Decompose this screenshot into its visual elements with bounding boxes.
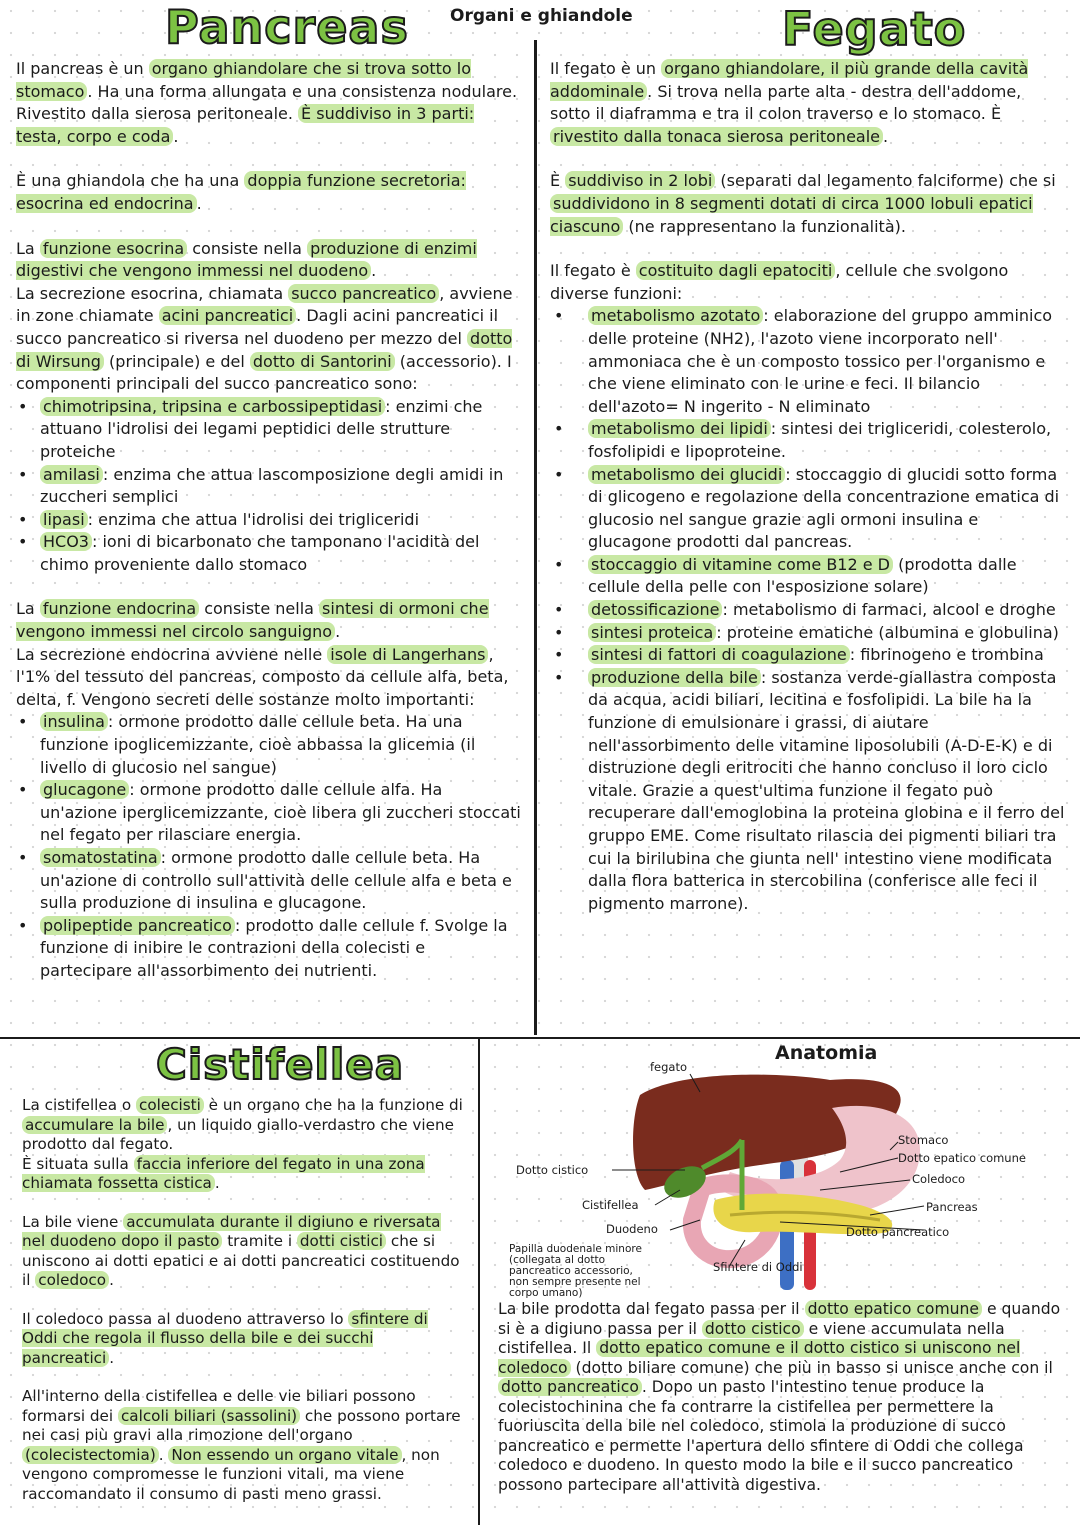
cistifellea-p4: All'interno della cistifellea e delle vie biliari possono formarsi dei calcoli biliari (sassolini) che possono portare nei casi più gravi alla rimozione dell'organo (colecistectomia) . Non essendo un organo vitale , non vengono compromesse le funzioni vitali, ma viene raccomandato il consumo di pasti meno grassi. bbox=[22, 1387, 461, 1503]
anatomia-text bbox=[498, 1300, 1063, 1495]
label-papilla bbox=[509, 1244, 642, 1299]
papilla-line: pancreatico accessorio, bbox=[509, 1265, 633, 1277]
list-item: • insulina : ormone prodotto dalle cellule beta. Ha una funzione ipoglicemizzante, cioè abbassa la glicemia (il livello di glucosio nel sangue) bbox=[16, 711, 521, 779]
pancreas-exo: La funzione esocrina consiste nella produzione di enzimi digestivi che vengono immessi nel duodeno . La secrezione esocrina, chiamata succo pancreatico , avviene in zone chiamate acini pancreatici . Dagli acini pancreatici il succo pancreatico si riversa nel duodeno per mezzo del dotto di Wirsung (principale) e del dotto di Santorini (accessorio). I componenti principali del succo pancreatico sono: bbox=[16, 238, 513, 394]
section-divider bbox=[0, 1037, 1080, 1039]
cistifellea-p3: Il coledoco passa al duodeno attraverso lo sfintere di Oddi che regola il flusso della bile e dei succhi pancreatici . bbox=[22, 1309, 428, 1367]
label-duodeno: Duodeno bbox=[606, 1222, 658, 1236]
label-dotto-epatico: Dotto epatico comune bbox=[898, 1151, 1026, 1165]
papilla-line: (collegata al dotto bbox=[509, 1254, 606, 1266]
pancreas-title: Pancreas bbox=[165, 0, 409, 54]
label-cistifellea: Cistifellea bbox=[582, 1198, 639, 1212]
label-stomaco: Stomaco bbox=[898, 1133, 949, 1147]
label-pancreas: Pancreas bbox=[926, 1200, 978, 1214]
page-title: Organi e ghiandole bbox=[450, 6, 633, 26]
fegato-list bbox=[550, 305, 1065, 915]
papilla-line: non sempre presente nel bbox=[509, 1276, 641, 1288]
papilla-line: corpo umano) bbox=[509, 1287, 583, 1299]
pancreas-intro: Il pancreas è un organo ghiandolare che si trova sotto lo stomaco . Ha una forma allungata e una consistenza nodulare. Rivestito dalla sierosa peritoneale. È suddiviso in 3 parti: testa, corpo e coda . bbox=[16, 59, 518, 146]
list-item: • metabolismo azotato : elaborazione del gruppo amminico delle proteine (NH2), l'azoto viene incorporato nell' ammoniaca che è un composto tossico per l'organismo e che viene eliminato con le urine e feci. Il bilancio dell'azoto= N ingerito - N eliminato bbox=[550, 305, 1065, 418]
exo-list bbox=[16, 396, 521, 577]
list-item: • somatostatina : ormone prodotto dalle cellule beta. Ha un'azione di controllo sull'attività delle cellule alfa e beta e sulla produzione di insulina e glucagone. bbox=[16, 847, 521, 915]
list-item: • metabolismo dei lipidi : sintesi dei trigliceridi, colesterolo, fosfolipidi e lipoproteine. bbox=[550, 418, 1065, 463]
list-item: • polipeptide pancreatico : prodotto dalle cellule f. Svolge la funzione di inibire le contrazioni della colecisti e partecipare all'assorbimento dei nutrienti. bbox=[16, 915, 521, 983]
pancreas-dual: È una ghiandola che ha una doppia funzione secretoria: esocrina ed endocrina . bbox=[16, 171, 466, 213]
fegato-epatociti: Il fegato è costituito dagli epatociti , cellule che svolgono diverse funzioni: bbox=[550, 261, 1009, 303]
list-item: • lipasi : enzima che attua l'idrolisi dei trigliceridi bbox=[16, 509, 521, 532]
papilla-line: Papilla duodenale minore bbox=[509, 1243, 642, 1255]
endo-list bbox=[16, 711, 521, 982]
label-dotto-pancreatico: Dotto pancreatico bbox=[846, 1225, 950, 1239]
fegato-intro: Il fegato è un organo ghiandolare, il più grande della cavità addominale . Si trova nella parte alta - destra dell'addome, sotto il diaframma e tra il colon traverso e lo stomaco. È rivestito dalla tonaca sierosa peritoneale . bbox=[550, 59, 1029, 146]
list-item: • metabolismo dei glucidi : stoccaggio di glucidi sotto forma di glicogeno e regolazione della concentrazione ematica di glucosio nel sangue grazie agli ormoni insulina e glucagone prodotti dal pancreas. bbox=[550, 464, 1065, 554]
pancreas-column bbox=[16, 58, 521, 983]
anatomia-paragraph: La bile prodotta dal fegato passa per il dotto epatico comune e quando si è a digiuno passa per il dotto cistico e viene accumulata nella cistifellea. Il dotto epatico comune e il dotto cistico si uniscono nel coledoco (dotto biliare comune) che più in basso si unisce anche con il dotto pancreatico . Dopo un pasto l'intestino tenue produce la colecistochinina che fa contrarre la cistifellea per permettere la fuoriuscita della bile nel coledoco, stimola la produzione di succo pancreatico e permette l'apertura dello sfintere di Oddi che collega coledoco e duodeno. In questo modo la bile e il succo pancreatico possono partecipare all'attività digestiva. bbox=[498, 1300, 1061, 1494]
label-coledoco: Coledoco bbox=[912, 1172, 966, 1186]
list-item: • HCO3 : ioni di bicarbonato che tamponano l'acidità del chimo proveniente dallo stomaco bbox=[16, 531, 521, 576]
list-item: • produzione della bile : sostanza verde-giallastra composta da acqua, acidi biliari, lecitina e fosfolipidi. La bile ha la funzione di emulsionare i grassi, di aiutare nell'assorbimento delle vitamine liposolubili (A-D-E-K) e di distruzione degli eritrociti che hanno concluso il loro ciclo vitale. Grazie a quest'ultima funzione il fegato può recuperare dall'emoglobina la proteina globina e il ferro del gruppo EME. Come risultato rilascia dei pigmenti biliari tra cui la birilubina che giunta nell' intestino viene modificata dalla flora batterica in stercobilina (conferisce alle feci il pigmento marrone). bbox=[550, 667, 1065, 916]
list-item: • detossificazione : metabolismo di farmaci, alcool e droghe bbox=[550, 599, 1065, 622]
label-dotto-cistico: Dotto cistico bbox=[516, 1163, 589, 1177]
list-item: • glucagone : ormone prodotto dalle cellule alfa. Ha un'azione iperglicemizzante, cioè libera gli zuccheri stoccati nel fegato per rilasciare energia. bbox=[16, 779, 521, 847]
cistifellea-column bbox=[22, 1096, 467, 1504]
list-item: • chimotripsina, tripsina e carbossipeptidasi : enzimi che attuano l'idrolisi dei legami peptidici delle strutture proteiche bbox=[16, 396, 521, 464]
list-item: • sintesi di fattori di coagulazione : fibrinogeno e trombina bbox=[550, 644, 1065, 667]
list-item: • sintesi proteica : proteine ematiche (albumina e globulina) bbox=[550, 622, 1065, 645]
list-item: • stoccaggio di vitamine come B12 e D (prodotta dalle cellule della pelle con l'esposizione solare) bbox=[550, 554, 1065, 599]
list-item: • amilasi : enzima che attua lascomposizione degli amidi in zuccheri semplici bbox=[16, 464, 521, 509]
label-sfintere: Sfintere di Oddi bbox=[713, 1260, 803, 1274]
fegato-lobi: È suddiviso in 2 lobi (separati dal legamento falciforme) che si suddividono in 8 segmenti dotati di circa 1000 lobuli epatici ciascuno (ne rappresentano la funzionalità). bbox=[550, 171, 1056, 236]
fegato-column bbox=[550, 58, 1065, 915]
cistifellea-p2: La bile viene accumulata durante il digiuno e riversata nel duodeno dopo il pasto tramite i dotti cistici che si uniscono ai dotti epatici e ai dotti pancreatici costituendo il coledoco . bbox=[22, 1212, 460, 1289]
anatomia-title: Anatomia bbox=[775, 1042, 878, 1064]
fegato-title: Fegato bbox=[782, 2, 967, 56]
pancreas-endo: La funzione endocrina consiste nella sintesi di ormoni che vengono immessi nel circolo sanguigno . La secrezione endocrina avviene nelle isole di Langerhans , l'1% del tessuto del pancreas, composto da cellule alfa, beta, delta, f. Vengono secreti delle sostanze molto importanti: bbox=[16, 599, 509, 709]
cistifellea-title: Cistifellea bbox=[156, 1040, 405, 1089]
cistifellea-p1: La cistifellea o colecisti è un organo che ha la funzione di accumulare la bile , un liquido giallo-verdastro che viene prodotto dal fegato. È situata sulla faccia inferiore del fegato in una zona chiamata fossetta cistica . bbox=[22, 1096, 463, 1192]
label-fegato: fegato bbox=[650, 1060, 688, 1074]
column-divider bbox=[534, 40, 537, 1035]
